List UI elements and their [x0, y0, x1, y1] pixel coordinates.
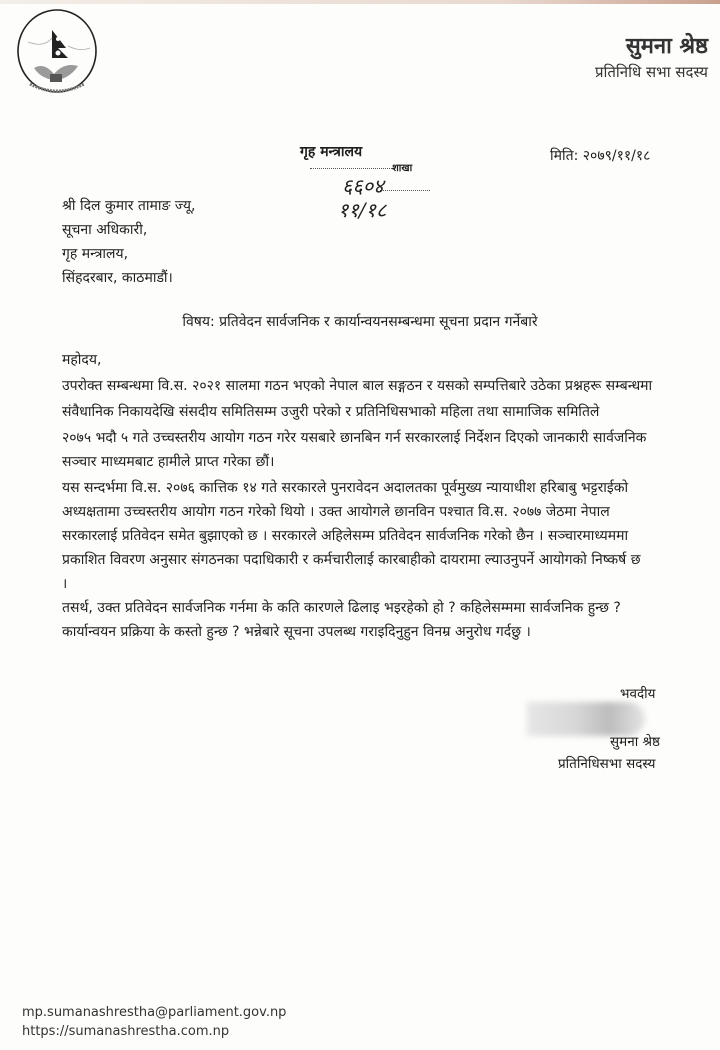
body-line: २०७५ भदौ ५ गते उच्चस्तरीय आयोग गठन गरेर यसबारे छानबिन गर्न सरकारलाई निर्देशन दिएको जानकारी सार्वजनिक: [62, 430, 647, 446]
body-line: संवैधानिक निकायदेखि संसदीय समितिसम्म उजुरी परेको र प्रतिनिधिसभाको महिला तथा सामाजिक समितिले: [62, 404, 600, 420]
signature-closing: भवदीय: [620, 686, 656, 702]
stamp-registration-number: ६६०४: [342, 174, 384, 198]
recipient-line: श्री दिल कुमार तामाङ ज्यू,: [62, 198, 196, 214]
subject-line: विषय: प्रतिवेदन सार्वजनिक र कार्यान्वयनसम्बन्धमा सूचना प्रदान गर्नेबारे: [182, 314, 538, 330]
signature-title: प्रतिनिधिसभा सदस्य: [558, 756, 656, 772]
footer-website: https://sumanashrestha.com.np: [22, 1024, 230, 1039]
body-line: अध्यक्षतामा उच्चस्तरीय आयोग गठन गरेको थियो । उक्त आयोगले छानविन पश्चात वि.स. २०७७ जेठमा नेपाल: [62, 504, 610, 520]
recipient-line: गृह मन्त्रालय,: [62, 246, 129, 262]
body-line: ।: [62, 576, 68, 592]
body-line: सञ्चार माध्यमबाट हामीले प्राप्त गरेका छौं।: [62, 454, 275, 470]
body-line: तसर्थ, उक्त प्रतिवेदन सार्वजनिक गर्नमा के कति कारणले ढिलाइ भइरहेको हो ? कहिलेसम्ममा सार्वजनिक हुन्छ ?: [62, 600, 621, 616]
body-line: सरकारलाई प्रतिवेदन समेत बुझाएको छ । सरकारले अहिलेसम्म प्रतिवेदन सार्वजनिक गरेको छैन । सञ्चारमाध्यममा: [62, 528, 629, 544]
stamp-section-label: शाखा: [392, 163, 413, 174]
stamp-dotted-line: [310, 168, 392, 169]
stamp-date: ११/१८: [338, 198, 387, 222]
stamp-office: गृह मन्त्रालय: [300, 144, 363, 160]
letterhead-name: सुमना श्रेष्ठ: [625, 34, 708, 59]
stamp-dotted-line: [380, 190, 430, 191]
recipient-line: सूचना अधिकारी,: [62, 222, 148, 238]
redacted-signature: [527, 702, 645, 736]
body-line: प्रकाशित विवरण अनुसार संगठनका पदाधिकारी र कर्मचारीलाई कारबाहीको दायरामा ल्याउनुपर्ने आयोगको निष्कर्ष छ: [62, 552, 641, 568]
recipient-line: सिंहदरबार, काठमाडौं।: [62, 270, 173, 286]
salutation: महोदय,: [62, 352, 102, 368]
parliament-emblem-logo: [14, 8, 100, 98]
body-line: कार्यान्वयन प्रक्रिया के कस्तो हुन्छ ? भन्नेबारे सूचना उपलब्ध गराइदिनुहुन विनम्र अनुरोध गर्दछु ।: [62, 624, 531, 640]
letter-date: मिति: २०७९/११/१८: [550, 148, 651, 164]
body-line: उपरोक्त सम्बन्धमा वि.स. २०२१ सालमा गठन भएको नेपाल बाल सङ्गठन र यसको सम्पत्तिबारे उठेका प्रश्नहरू सम्बन्धमा: [62, 378, 653, 394]
body-line: यस सन्दर्भमा वि.स. २०७६ कात्तिक १४ गते सरकारले पुनरावेदन अदालतका पूर्वमुख्य न्यायाधीश हरिबाबु भट्टराईको: [62, 480, 629, 496]
letterhead-title: प्रतिनिधि सभा सदस्य: [594, 63, 708, 81]
footer-email: mp.sumanashrestha@parliament.gov.np: [22, 1005, 287, 1020]
signature-name: सुमना श्रेष्ठ: [610, 734, 660, 750]
scan-edge: [0, 0, 720, 4]
